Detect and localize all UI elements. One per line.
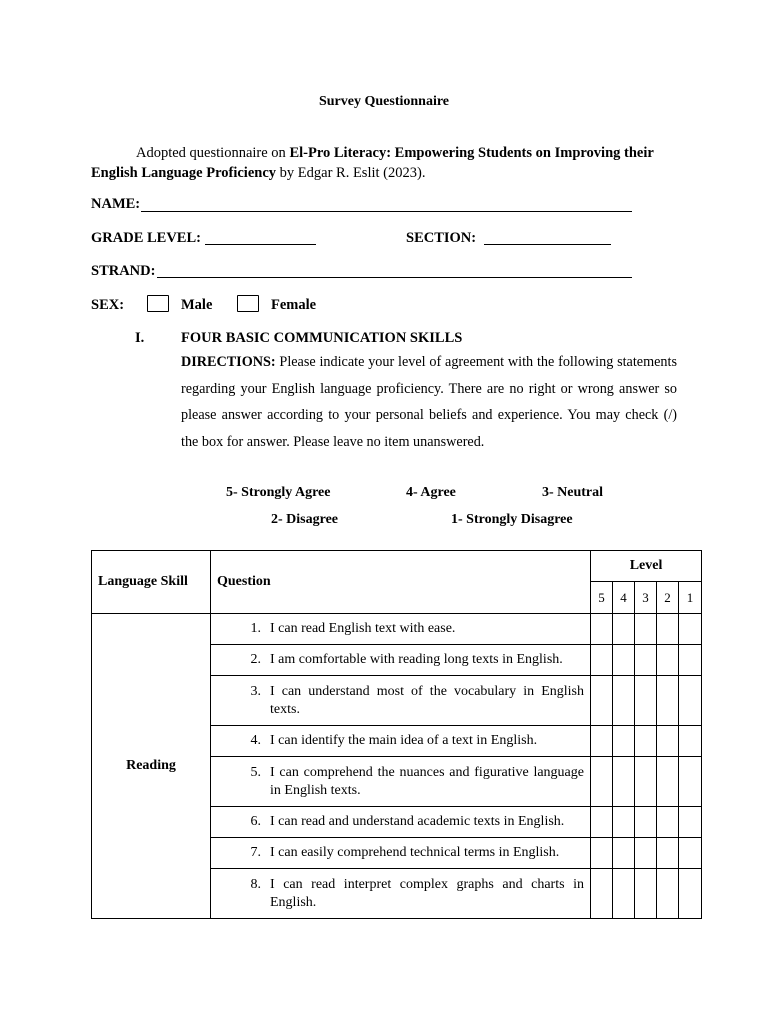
- directions-label: DIRECTIONS:: [181, 354, 276, 370]
- q2-level-3-cell[interactable]: [635, 645, 657, 676]
- section-field[interactable]: [484, 244, 611, 245]
- q5-level-2-cell[interactable]: [657, 757, 679, 807]
- survey-table: [91, 550, 702, 919]
- q1-level-4-cell[interactable]: [613, 614, 635, 645]
- intro-prefix: Adopted questionnaire on: [136, 145, 290, 161]
- q2-level-1-cell[interactable]: [679, 645, 702, 676]
- q4-level-2-cell[interactable]: [657, 726, 679, 757]
- q2-level-4-cell[interactable]: [613, 645, 635, 676]
- name-field[interactable]: [141, 211, 632, 212]
- question-number: 8.: [250, 876, 261, 892]
- q3-level-4-cell[interactable]: [613, 676, 635, 726]
- scale-2: 2- Disagree: [271, 512, 338, 527]
- page-title: Survey Questionnaire: [318, 94, 450, 109]
- header-level: Level: [591, 551, 702, 582]
- header-language-skill: Language Skill: [92, 551, 211, 614]
- female-label: Female: [271, 297, 317, 313]
- level-4-header: 4: [613, 582, 635, 614]
- q4-level-3-cell[interactable]: [635, 726, 657, 757]
- q4-level-1-cell[interactable]: [679, 726, 702, 757]
- level-2-header: 2: [657, 582, 679, 614]
- question-text: I am comfortable with reading long texts in English.: [270, 652, 563, 667]
- q7-level-2-cell[interactable]: [657, 838, 679, 869]
- scale-5: 5- Strongly Agree: [226, 485, 331, 500]
- name-label: NAME:: [91, 196, 141, 212]
- scale-4: 4- Agree: [406, 485, 456, 500]
- question-number: 7.: [250, 845, 261, 860]
- q4-level-5-cell[interactable]: [591, 726, 613, 757]
- section-heading: FOUR BASIC COMMUNICATION SKILLS: [181, 330, 463, 346]
- question-number: 3.: [250, 683, 261, 699]
- q8-level-1-cell[interactable]: [679, 869, 702, 919]
- female-checkbox[interactable]: [237, 295, 259, 312]
- strand-label: STRAND:: [91, 263, 156, 279]
- question-text: I can easily comprehend technical terms in English.: [270, 845, 560, 860]
- intro-suffix: by Edgar R. Eslit (2023).: [276, 165, 426, 181]
- table-row: [92, 614, 702, 645]
- q6-level-3-cell[interactable]: [635, 807, 657, 838]
- section-label: SECTION:: [406, 230, 477, 246]
- q8-level-5-cell[interactable]: [591, 869, 613, 919]
- question-number: 5.: [250, 764, 261, 780]
- section-numeral: I.: [135, 330, 145, 346]
- q3-level-1-cell[interactable]: [679, 676, 702, 726]
- q8-level-4-cell[interactable]: [613, 869, 635, 919]
- question-text: I can identify the main idea of a text in English.: [270, 733, 538, 748]
- q6-level-2-cell[interactable]: [657, 807, 679, 838]
- intro-bold-title: El-Pro Literacy: Empowering Students on Improving their English Language Proficiency: [91, 145, 654, 181]
- directions-text: Please indicate your level of agreement with the following statements regarding your English language proficiency. There are no right or wrong answer so please answer according to your personal beliefs and experience. You may check (/) the box for answer. Please leave no item unanswered.: [181, 354, 677, 450]
- q3-level-5-cell[interactable]: [591, 676, 613, 726]
- header-question: Question: [211, 551, 591, 614]
- question-number: 2.: [250, 652, 261, 667]
- q3-level-3-cell[interactable]: [635, 676, 657, 726]
- q5-level-3-cell[interactable]: [635, 757, 657, 807]
- level-1-header: 1: [679, 582, 702, 614]
- level-3-header: 3: [635, 582, 657, 614]
- directions-paragraph: [181, 349, 677, 455]
- question-text: I can comprehend the nuances and figurative language in English texts.: [270, 764, 584, 798]
- strand-field[interactable]: [157, 277, 632, 278]
- q1-level-5-cell[interactable]: [591, 614, 613, 645]
- male-label: Male: [181, 297, 213, 313]
- grade-level-label: GRADE LEVEL:: [91, 230, 201, 246]
- question-number: 4.: [250, 733, 261, 748]
- q2-level-2-cell[interactable]: [657, 645, 679, 676]
- scale-3: 3- Neutral: [542, 485, 604, 500]
- q1-level-2-cell[interactable]: [657, 614, 679, 645]
- q6-level-4-cell[interactable]: [613, 807, 635, 838]
- question-number: 6.: [250, 814, 261, 829]
- question-text: I can read English text with ease.: [270, 621, 456, 636]
- q4-level-4-cell[interactable]: [613, 726, 635, 757]
- q7-level-3-cell[interactable]: [635, 838, 657, 869]
- q5-level-1-cell[interactable]: [679, 757, 702, 807]
- grade-level-field[interactable]: [205, 244, 316, 245]
- question-number: 1.: [250, 621, 261, 636]
- q3-level-2-cell[interactable]: [657, 676, 679, 726]
- q5-level-4-cell[interactable]: [613, 757, 635, 807]
- q7-level-5-cell[interactable]: [591, 838, 613, 869]
- question-text: I can read interpret complex graphs and charts in English.: [270, 876, 584, 910]
- scale-1: 1- Strongly Disagree: [451, 512, 573, 527]
- male-checkbox[interactable]: [147, 295, 169, 312]
- q2-level-5-cell[interactable]: [591, 645, 613, 676]
- q8-level-2-cell[interactable]: [657, 869, 679, 919]
- q1-level-3-cell[interactable]: [635, 614, 657, 645]
- q1-level-1-cell[interactable]: [679, 614, 702, 645]
- question-text: I can read and understand academic texts in English.: [270, 814, 565, 829]
- question-text: I can understand most of the vocabulary in English texts.: [270, 683, 584, 717]
- intro-paragraph: [91, 143, 681, 183]
- level-5-header: 5: [591, 582, 613, 614]
- q5-level-5-cell[interactable]: [591, 757, 613, 807]
- q6-level-1-cell[interactable]: [679, 807, 702, 838]
- q7-level-4-cell[interactable]: [613, 838, 635, 869]
- q8-level-3-cell[interactable]: [635, 869, 657, 919]
- q6-level-5-cell[interactable]: [591, 807, 613, 838]
- skill-reading: Reading: [92, 614, 211, 919]
- sex-label: SEX:: [91, 297, 125, 313]
- q7-level-1-cell[interactable]: [679, 838, 702, 869]
